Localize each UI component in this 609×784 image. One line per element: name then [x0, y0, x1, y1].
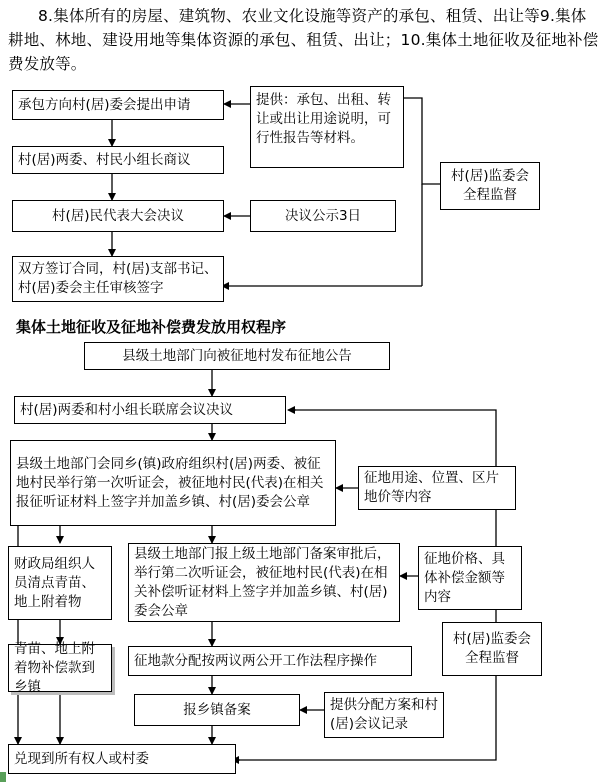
flow2-second-hearing: 县级土地部门报上级土地部门备案审批后，举行第二次听证会，被征地村民(代表)在相关补偿听证材料上签字并加盖乡镇、村(居)委会公章 [128, 543, 400, 622]
flow2-report-township: 报乡镇备案 [134, 694, 300, 726]
flow1-step-resolution: 村(居)民代表大会决议 [12, 200, 224, 232]
flow2-allocation: 征地款分配按两议两公开工作法程序操作 [128, 646, 412, 676]
flow1-publicity-note: 决议公示3日 [250, 200, 396, 232]
corner-mark [0, 772, 6, 782]
flow1-provide-note: 提供：承包、出租、转让或出让用途说明，可行性报告等材料。 [250, 86, 404, 168]
flow2-finance-count: 财政局组织人员清点青苗、地上附着物 [8, 546, 112, 620]
flow2-supervision: 村(居)监委会全程监督 [442, 622, 542, 676]
flow1-step-sign-contract: 双方签订合同，村(居)支部书记、村(居)委会主任审核签字 [12, 256, 224, 302]
flow2-joint-meeting: 村(居)两委和村小组长联席会议决议 [14, 396, 286, 424]
flow2-compensation-note: 征地价格、具体补偿金额等内容 [418, 546, 522, 610]
flow2-land-use-note: 征地用途、位置、区片地价等内容 [358, 466, 516, 510]
flow1-step-discuss: 村(居)两委、村民小组长商议 [12, 146, 224, 174]
flow1-step-apply: 承包方向村(居)委会提出申请 [12, 90, 224, 120]
flow2-first-hearing: 县级土地部门会同乡(镇)政府组织村(居)两委、被征地村民举行第一次听证会，被征地村民(代表)在相关报征听证材料上签字并加盖乡镇、村(居)委会公章 [10, 440, 336, 526]
section2-title: 集体土地征收及征地补偿费发放用权程序 [16, 318, 287, 336]
flow2-plan-records: 提供分配方案和村(居)会议记录 [324, 692, 444, 738]
flow2-crop-funds: 青苗、地上附着物补偿款到乡镇 [8, 644, 112, 692]
intro-paragraph: 8.集体所有的房屋、建筑物、农业文化设施等资产的承包、租赁、出让等9.集体耕地、林地、建设用地等集体资源的承包、租赁、出让；10.集体土地征收及征地补偿费发放等。 [8, 7, 599, 73]
flow1-supervision: 村(居)监委会全程监督 [440, 162, 540, 210]
flow2-announce: 县级土地部门向被征地村发布征地公告 [84, 342, 390, 370]
flow2-payout: 兑现到所有权人或村委 [8, 744, 236, 774]
